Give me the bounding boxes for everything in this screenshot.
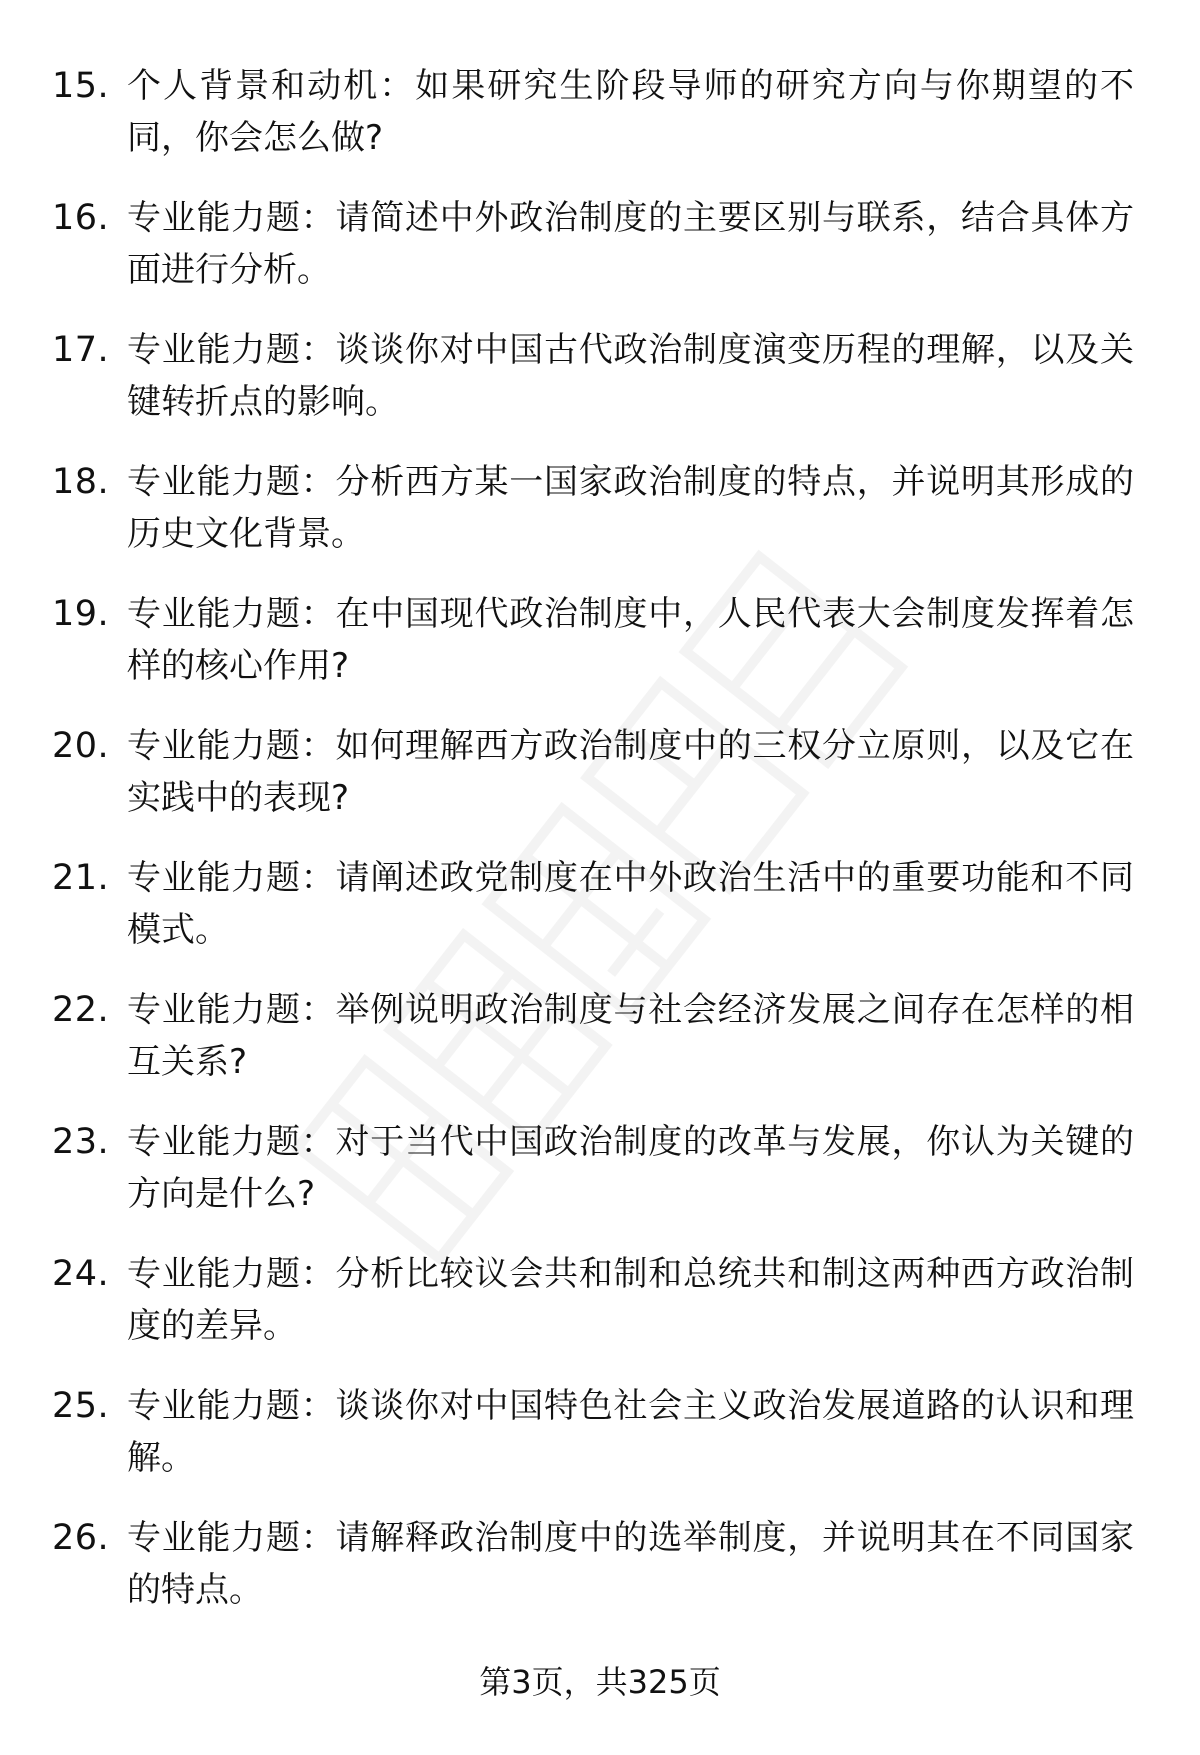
list-item	[52, 324, 1142, 456]
question-number: 24.	[52, 1254, 110, 1294]
list-item	[52, 1380, 1142, 1512]
list-item	[52, 1116, 1142, 1248]
list-item	[52, 1248, 1142, 1380]
question-text: 专业能力题：如何理解西方政治制度中的三权分立原则，以及它在实践中的表现?	[127, 726, 1134, 818]
question-number: 26.	[52, 1518, 110, 1558]
question-number: 21.	[52, 858, 110, 898]
list-item	[52, 60, 1142, 192]
question-text: 专业能力题：对于当代中国政治制度的改革与发展，你认为关键的方向是什么?	[127, 1122, 1134, 1214]
question-number: 19.	[52, 594, 110, 634]
question-number: 15.	[52, 66, 110, 106]
question-number: 17.	[52, 330, 110, 370]
list-item	[52, 192, 1142, 324]
page-number: 第3页，共325页	[479, 1663, 721, 1701]
question-number: 16.	[52, 198, 110, 238]
question-text: 专业能力题：请解释政治制度中的选举制度，并说明其在不同国家的特点。	[127, 1518, 1134, 1610]
question-text: 专业能力题：谈谈你对中国特色社会主义政治发展道路的认识和理解。	[127, 1386, 1134, 1478]
question-text: 个人背景和动机：如果研究生阶段导师的研究方向与你期望的不同，你会怎么做?	[127, 66, 1134, 158]
list-item	[52, 852, 1142, 984]
question-text: 专业能力题：请阐述政党制度在中外政治生活中的重要功能和不同模式。	[127, 858, 1134, 950]
list-item	[52, 1512, 1142, 1644]
question-list	[52, 60, 1142, 1644]
question-text: 专业能力题：谈谈你对中国古代政治制度演变历程的理解，以及关键转折点的影响。	[127, 330, 1134, 422]
list-item	[52, 984, 1142, 1116]
question-text: 专业能力题：举例说明政治制度与社会经济发展之间存在怎样的相互关系?	[127, 990, 1134, 1082]
question-text: 专业能力题：分析比较议会共和制和总统共和制这两种西方政治制度的差异。	[127, 1254, 1134, 1346]
question-text: 专业能力题：分析西方某一国家政治制度的特点，并说明其形成的历史文化背景。	[127, 462, 1134, 554]
list-item	[52, 720, 1142, 852]
question-number: 20.	[52, 726, 110, 766]
question-number: 22.	[52, 990, 110, 1030]
question-number: 25.	[52, 1386, 110, 1426]
list-item	[52, 456, 1142, 588]
list-item	[52, 588, 1142, 720]
question-text: 专业能力题：请简述中外政治制度的主要区别与联系，结合具体方面进行分析。	[127, 198, 1134, 290]
question-number: 18.	[52, 462, 110, 502]
question-number: 23.	[52, 1122, 110, 1162]
question-text: 专业能力题：在中国现代政治制度中，人民代表大会制度发挥着怎样的核心作用?	[127, 594, 1134, 686]
